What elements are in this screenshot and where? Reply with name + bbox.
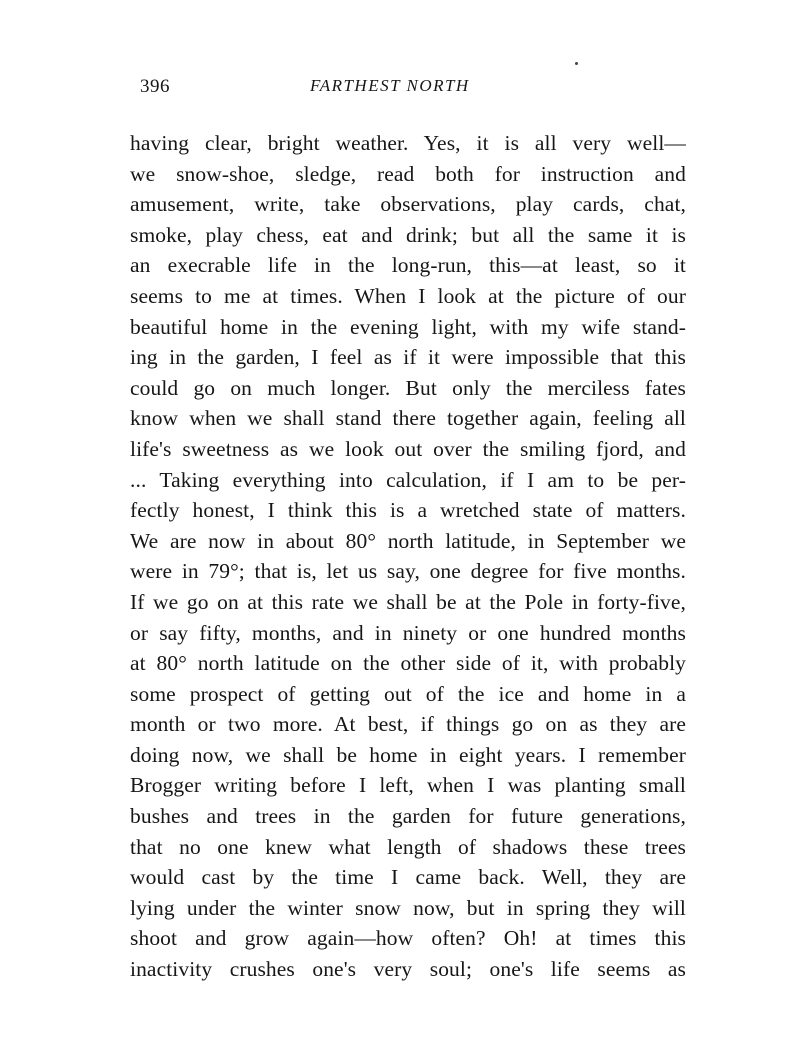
text-line: ... Taking everything into calculation, if I am to be per- bbox=[130, 467, 686, 492]
text-line: we snow-shoe, sledge, read both for instruction and bbox=[130, 161, 686, 186]
paper-speck bbox=[575, 62, 578, 65]
text-line: could go on much longer. But only the merciless fates bbox=[130, 375, 686, 400]
text-line: If we go on at this rate we shall be at the Pole in forty-five, bbox=[130, 589, 686, 614]
body-text bbox=[130, 128, 686, 985]
text-line: shoot and grow again—how often? Oh! at times this bbox=[130, 926, 686, 951]
text-line: inactivity crushes one's very soul; one's life seems as bbox=[130, 957, 686, 982]
text-line: fectly honest, I think this is a wretched state of matters. bbox=[130, 498, 686, 523]
text-line: ing in the garden, I feel as if it were impossible that this bbox=[130, 345, 686, 370]
text-line: beautiful home in the evening light, with my wife stand- bbox=[130, 314, 686, 339]
running-title: FARTHEST NORTH bbox=[310, 76, 470, 95]
text-line: lying under the winter snow now, but in spring they will bbox=[130, 895, 686, 920]
text-line: bushes and trees in the garden for future generations, bbox=[130, 804, 686, 829]
text-line: that no one knew what length of shadows these trees bbox=[130, 834, 686, 859]
text-line: would cast by the time I came back. Well, they are bbox=[130, 865, 686, 890]
text-line: doing now, we shall be home in eight years. I remember bbox=[130, 742, 686, 767]
text-line: life's sweetness as we look out over the smiling fjord, and bbox=[130, 436, 686, 461]
text-line: Brogger writing before I left, when I was planting small bbox=[130, 773, 686, 798]
running-head bbox=[140, 76, 680, 102]
text-line: having clear, bright weather. Yes, it is all very well— bbox=[130, 131, 686, 155]
text-line: an execrable life in the long-run, this—at least, so it bbox=[130, 253, 686, 278]
text-line: amusement, write, take observations, play cards, chat, bbox=[130, 192, 686, 217]
text-line: seems to me at times. When I look at the picture of our bbox=[130, 283, 686, 308]
text-line: know when we shall stand there together again, feeling all bbox=[130, 406, 686, 431]
text-line: We are now in about 80° north latitude, in September we bbox=[130, 528, 686, 553]
text-line: at 80° north latitude on the other side of it, with probably bbox=[130, 651, 686, 676]
page-number: 396 bbox=[140, 76, 170, 97]
text-line: were in 79°; that is, let us say, one degree for five months. bbox=[130, 559, 686, 584]
text-line: or say fifty, months, and in ninety or one hundred months bbox=[130, 620, 686, 645]
text-line: smoke, play chess, eat and drink; but all the same it is bbox=[130, 222, 686, 247]
text-line: month or two more. At best, if things go on as they are bbox=[130, 712, 686, 737]
text-line: some prospect of getting out of the ice and home in a bbox=[130, 681, 686, 706]
